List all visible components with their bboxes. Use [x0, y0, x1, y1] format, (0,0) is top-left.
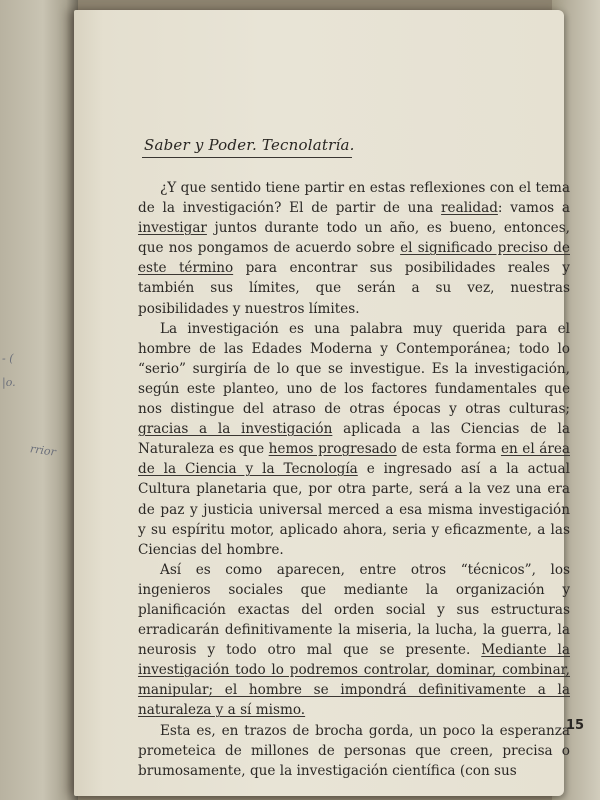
underlined-text: hemos progresado	[268, 441, 397, 458]
text-run: Así es como aparecen, entre otros “técnicos”, los ingenieros sociales que mediante la organización y planificación exactas del orden social y sus estructuras erradicarán definitivamente la miseria, la lucha, la guerra, la neurosis y todo otro mal que se presente.	[138, 561, 570, 659]
left-page-edge	[0, 0, 78, 800]
underlined-text: gracias a la investigación	[138, 421, 333, 438]
margin-note: |o.	[2, 376, 16, 389]
underlined-text: el significado preciso de este término	[138, 240, 570, 277]
paragraph	[138, 319, 570, 560]
body-text	[138, 178, 570, 781]
book-page	[74, 10, 585, 796]
text-run: La investigación es una palabra muy querida para el hombre de las Edades Moderna y Contemporánea; todo lo “serio” surgiría de lo que se investigue. Es la investigación, según este planteo, uno de los factores fundamentales que nos distingue del atraso de otras épocas y otras culturas;	[138, 320, 570, 418]
underlined-text: en el área de la Ciencia y la Tecnología	[138, 441, 570, 478]
page-number: 15	[566, 718, 585, 733]
heading-underline	[142, 157, 352, 158]
paragraph	[138, 178, 570, 319]
underlined-text: investigar	[138, 220, 207, 237]
text-run: de esta forma	[396, 441, 501, 458]
paragraph	[138, 560, 570, 721]
margin-note: rrior	[29, 442, 57, 459]
text-run: Esta es, en trazos de brocha gorda, un poco la esperanza prometeica de millones de personas que creen, precisa o brumosamente, que la investigación científica (con sus	[138, 722, 570, 779]
text-run: e ingresado así a la actual Cultura planetaria que, por otra parte, será a la vez una era de paz y justicia universal merced a esa misma investigación y su espíritu motor, aplicado ahora, seria y eficazmente, a las Ciencias del hombre.	[138, 461, 570, 558]
text-run: aplicada a las Ciencias de la Naturaleza es que	[138, 421, 571, 458]
text-run: para encontrar sus posibilidades reales y también sus límites, que serán a su vez, nuestras posibilidades y nuestros límites.	[138, 260, 570, 317]
text-run: juntos durante todo un año, es bueno, entonces, que nos pongamos de acuerdo sobre	[138, 220, 570, 257]
section-heading: Saber y Poder. Tecnolatría.	[144, 136, 355, 154]
underlined-text: Mediante la investigación todo lo podremos controlar, dominar, combinar, manipular; el hombre se impondrá definitivamente a la naturaleza y a sí mismo.	[138, 642, 570, 719]
text-run: ¿Y que sentido tiene partir en estas reflexiones con el tema de la investigación? El de partir de una	[138, 180, 570, 217]
text-run: : vamos a	[497, 200, 570, 217]
paragraph	[138, 721, 570, 781]
margin-note: - (	[2, 352, 14, 365]
underlined-text: realidad	[441, 200, 498, 217]
